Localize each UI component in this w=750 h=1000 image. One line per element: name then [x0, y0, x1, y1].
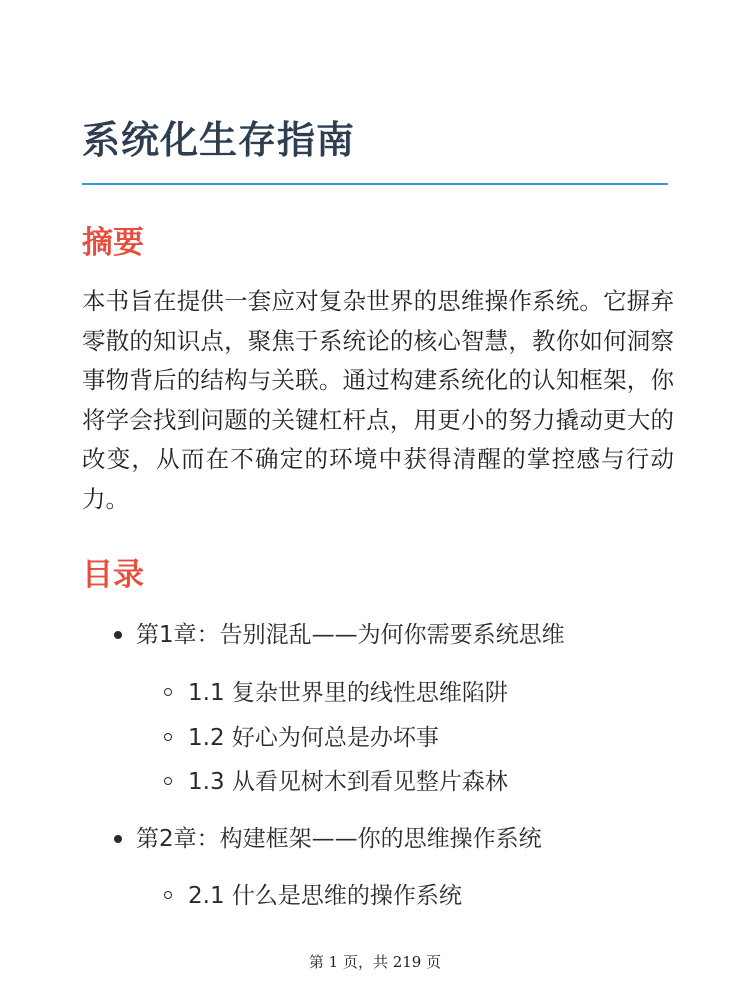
toc-chapter-2: 第2章：构建框架——你的思维操作系统 [114, 822, 542, 856]
book-title: 系统化生存指南 [82, 118, 356, 162]
toc-chapter-1: 第1章：告别混乱——为何你需要系统思维 [114, 618, 565, 652]
toc-heading: 目录 [82, 557, 144, 593]
page-number-footer: 第 1 页，共 219 页 [308, 953, 442, 971]
toc-section-1-1: 1.1 复杂世界里的线性思维陷阱 [164, 676, 508, 710]
toc-section-1-3: 1.3 从看见树木到看见整片森林 [164, 765, 508, 799]
toc-section-2-1: 2.1 什么是思维的操作系统 [164, 879, 462, 913]
abstract-heading: 摘要 [82, 225, 144, 261]
toc-section-1-2: 1.2 好心为何总是办坏事 [164, 721, 439, 755]
abstract-paragraph: 本书旨在提供一套应对复杂世界的思维操作系统。它摒弃零散的知识点，聚焦于系统论的核心智慧，教你如何洞察事物背后的结构与关联。通过构建系统化的认知框架，你将学会找到问题的关键杠杆点，用更小的努力撬动更大的改变，从而在不确定的环境中获得清醒的掌控感与行动力。 [82, 287, 674, 513]
title-divider [82, 183, 668, 185]
